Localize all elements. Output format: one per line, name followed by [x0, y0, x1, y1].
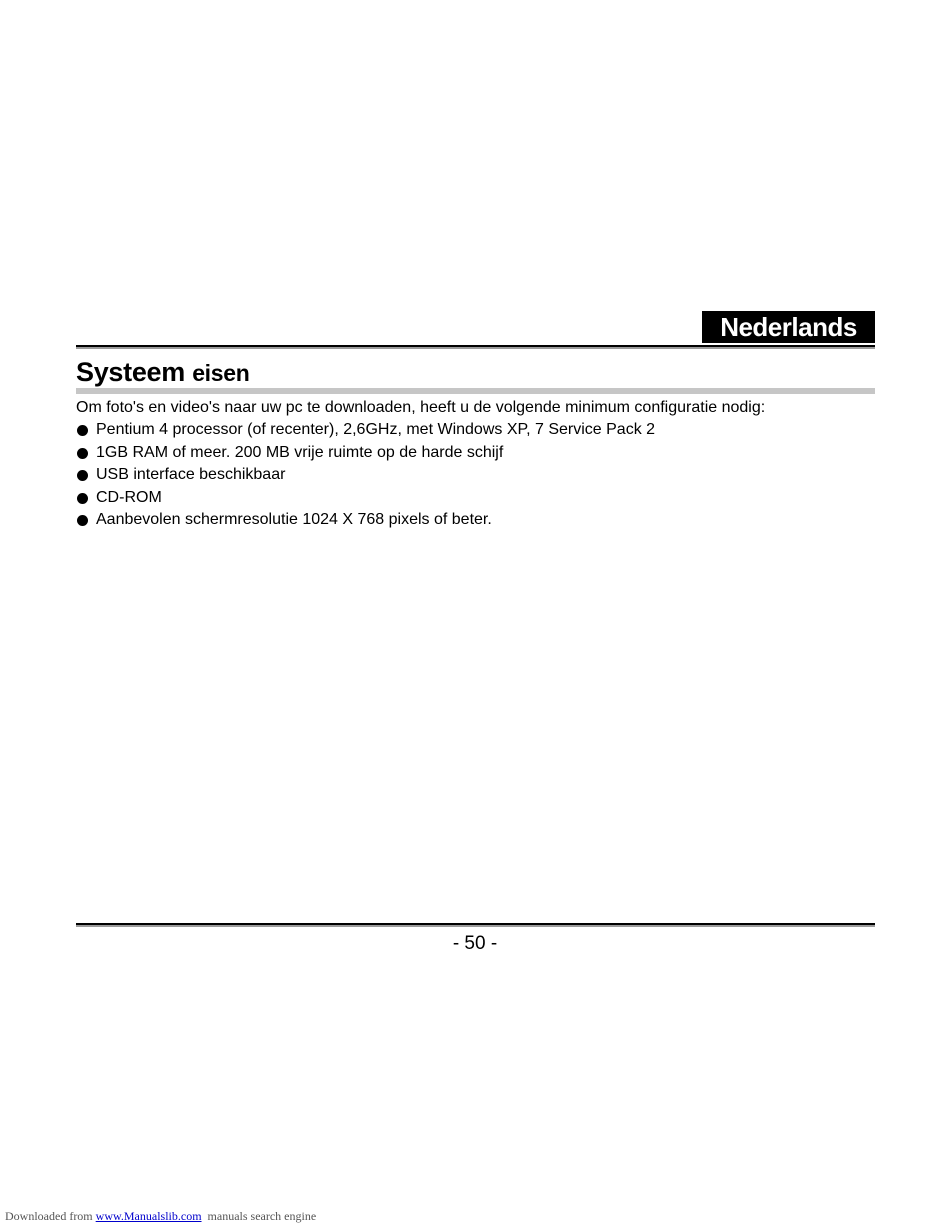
section-title-underline: [76, 388, 875, 394]
bullet-icon: [77, 470, 88, 481]
requirement-text: Pentium 4 processor (of recenter), 2,6GHz, met Windows XP, 7 Service Pack 2: [96, 421, 656, 438]
requirement-text: Aanbevolen schermresolutie 1024 X 768 pixels of beter.: [96, 511, 492, 528]
bullet-icon: [77, 493, 88, 504]
page-number: - 50 -: [452, 933, 498, 954]
section-title-main: Systeem: [76, 357, 185, 387]
requirement-text: 1GB RAM of meer. 200 MB vrije ruimte op de harde schijf: [96, 443, 504, 461]
section-title: [76, 356, 250, 389]
footer-suffix: manuals search engine: [207, 1209, 317, 1223]
download-footer: [5, 1208, 316, 1224]
manualslib-link[interactable]: www.Manualslib.com: [95, 1209, 202, 1223]
requirement-text: USB interface beschikbaar: [96, 466, 286, 483]
bullet-icon: [77, 448, 88, 459]
section-title-small: eisen: [192, 360, 250, 386]
bullet-icon: [77, 425, 88, 436]
header-rule-shadow: [76, 347, 875, 349]
bullet-icon: [77, 515, 88, 526]
language-badge: Nederlands: [702, 311, 875, 343]
intro-text: Om foto's en video's naar uw pc te downloaden, heeft u de volgende minimum configuratie nodig:: [76, 399, 766, 416]
footer-rule-shadow: [76, 925, 875, 927]
footer-prefix: Downloaded from: [5, 1209, 93, 1223]
requirement-text: CD-ROM: [96, 488, 162, 506]
